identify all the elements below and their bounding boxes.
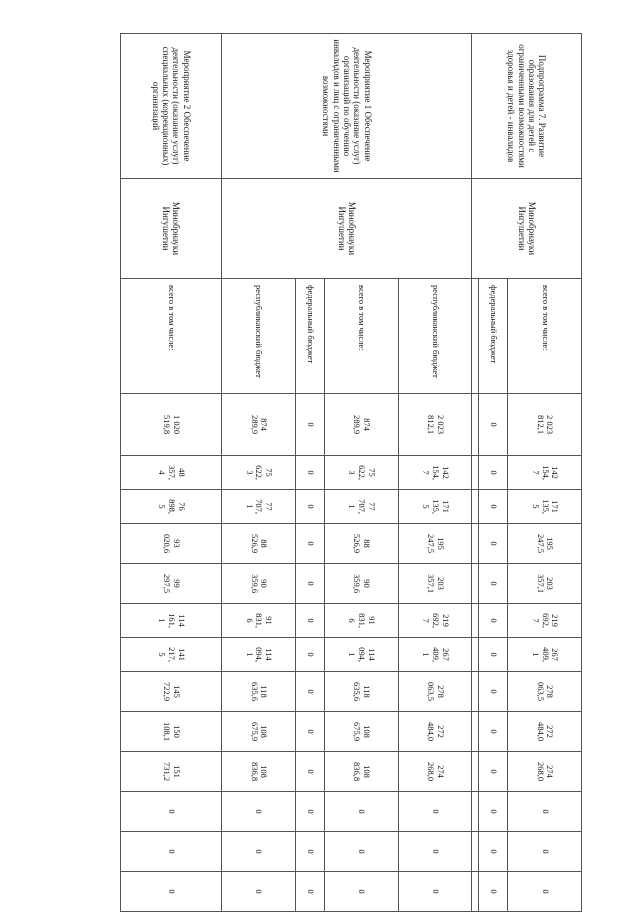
year-value: 274 268,0 — [398, 752, 472, 792]
funding-source: республиканский бюджет — [222, 279, 296, 394]
year-value: 267 409, 1 — [508, 638, 582, 672]
year-value: 0 — [295, 712, 324, 752]
year-value: 0 — [325, 792, 399, 832]
year-value: 0 — [295, 490, 324, 524]
year-value: 114 094, 1 — [222, 638, 296, 672]
year-value: 75 622, 3 — [222, 456, 296, 490]
funding-source: федеральный бюджет — [295, 279, 324, 394]
year-value — [472, 872, 479, 912]
year-value: 0 — [508, 872, 582, 912]
table-row — [398, 34, 472, 912]
year-value: 88 526,9 — [325, 524, 399, 564]
year-value: 171 135, 5 — [398, 490, 472, 524]
year-value: 0 — [479, 712, 508, 752]
year-value: 108 675,9 — [325, 712, 399, 752]
year-value: 151 731,2 — [121, 752, 222, 792]
year-value: 90 359,6 — [325, 564, 399, 604]
year-value: 0 — [222, 832, 296, 872]
year-value: 0 — [479, 832, 508, 872]
funding-source: всего в том числе: — [508, 279, 582, 394]
year-value: 274 268,0 — [508, 752, 582, 792]
budget-table — [120, 33, 582, 912]
activity-1-title: Мероприятие 1 Обеспечение деятельности (оказание услуг) организаций по обучению инвалидов и лиц с ограниченными возможностями — [222, 34, 472, 179]
year-value: 90 359,6 — [222, 564, 296, 604]
total-value: 874 289,9 — [222, 394, 296, 456]
year-value: 0 — [295, 638, 324, 672]
funding-source: всего в том числе: — [121, 279, 222, 394]
year-value — [472, 792, 479, 832]
rotated-budget-table — [120, 33, 582, 894]
year-value: 108 836,8 — [222, 752, 296, 792]
year-value: 75 622, 3 — [325, 456, 399, 490]
year-value: 0 — [295, 456, 324, 490]
year-value — [472, 456, 479, 490]
year-value: 219 692, 7 — [398, 604, 472, 638]
table-row — [121, 34, 222, 912]
funding-source: всего в том числе: — [325, 279, 399, 394]
year-value: 0 — [398, 832, 472, 872]
year-value: 0 — [479, 792, 508, 832]
subprogram-title: Подпрограмма 7. Развитие образования для детей с ограниченными возможностями здоровья и детей - инвалидов — [472, 34, 582, 179]
year-value — [472, 604, 479, 638]
activity-2-executor: Минобрнауки Ингушетии — [121, 179, 222, 279]
year-value: 0 — [479, 638, 508, 672]
year-value — [472, 564, 479, 604]
year-value: 118 635,6 — [222, 672, 296, 712]
year-value: 0 — [508, 792, 582, 832]
funding-source: федеральный бюджет — [479, 279, 508, 394]
year-value: 278 063,5 — [508, 672, 582, 712]
year-value: 91 831, 6 — [325, 604, 399, 638]
year-value: 0 — [479, 490, 508, 524]
year-value: 0 — [398, 792, 472, 832]
year-value: 0 — [222, 792, 296, 832]
year-value: 77 707, 1 — [325, 490, 399, 524]
total-value: 0 — [295, 394, 324, 456]
year-value: 0 — [121, 832, 222, 872]
year-value: 99 297,5 — [121, 564, 222, 604]
year-value: 195 247,5 — [398, 524, 472, 564]
year-value: 0 — [479, 456, 508, 490]
total-value — [472, 394, 479, 456]
year-value: 0 — [398, 872, 472, 912]
year-value — [472, 752, 479, 792]
subprogram-executor: Минобрнауки Ингушетии — [472, 179, 582, 279]
year-value: 195 247,5 — [508, 524, 582, 564]
year-value: 0 — [295, 752, 324, 792]
year-value: 0 — [479, 604, 508, 638]
year-value: 0 — [479, 672, 508, 712]
year-value: 0 — [479, 872, 508, 912]
year-value: 0 — [295, 604, 324, 638]
year-value: 108 836,8 — [325, 752, 399, 792]
year-value: 0 — [508, 832, 582, 872]
year-value: 0 — [479, 564, 508, 604]
year-value: 203 357,1 — [398, 564, 472, 604]
year-value: 272 484,0 — [508, 712, 582, 752]
total-value: 1 020 519,8 — [121, 394, 222, 456]
year-value — [472, 712, 479, 752]
year-value: 0 — [325, 872, 399, 912]
year-value — [472, 832, 479, 872]
year-value: 0 — [295, 872, 324, 912]
year-value: 48 357, 4 — [121, 456, 222, 490]
year-value: 0 — [121, 792, 222, 832]
total-value: 2 023 812,1 — [508, 394, 582, 456]
year-value: 0 — [479, 752, 508, 792]
total-value: 0 — [479, 394, 508, 456]
year-value: 0 — [295, 832, 324, 872]
year-value: 108 675,9 — [222, 712, 296, 752]
year-value: 0 — [479, 524, 508, 564]
year-value: 219 692, 7 — [508, 604, 582, 638]
year-value: 114 094, 1 — [325, 638, 399, 672]
total-value: 874 289,9 — [325, 394, 399, 456]
year-value: 142 154, 7 — [508, 456, 582, 490]
year-value — [472, 638, 479, 672]
year-value: 145 722,9 — [121, 672, 222, 712]
year-value — [472, 490, 479, 524]
year-value: 76 898, 5 — [121, 490, 222, 524]
year-value: 114 161, 1 — [121, 604, 222, 638]
year-value: 91 831, 6 — [222, 604, 296, 638]
table-row — [508, 34, 582, 912]
year-value: 0 — [325, 832, 399, 872]
year-value: 0 — [222, 872, 296, 912]
year-value: 0 — [121, 872, 222, 912]
funding-source — [472, 279, 479, 394]
year-value: 93 020,6 — [121, 524, 222, 564]
year-value: 203 357,1 — [508, 564, 582, 604]
year-value: 141 217, 5 — [121, 638, 222, 672]
year-value: 267 409, 1 — [398, 638, 472, 672]
year-value: 171 135, 5 — [508, 490, 582, 524]
year-value: 272 484,0 — [398, 712, 472, 752]
year-value: 150 108,1 — [121, 712, 222, 752]
year-value — [472, 524, 479, 564]
year-value: 0 — [295, 672, 324, 712]
total-value: 2 023 812,1 — [398, 394, 472, 456]
year-value: 0 — [295, 564, 324, 604]
year-value: 0 — [295, 524, 324, 564]
year-value: 88 526,9 — [222, 524, 296, 564]
year-value: 278 063,5 — [398, 672, 472, 712]
year-value: 142 154, 7 — [398, 456, 472, 490]
year-value: 118 635,6 — [325, 672, 399, 712]
year-value: 77 707, 1 — [222, 490, 296, 524]
activity-2-title: Мероприятие 2 Обеспечение деятельности (оказание услуг) специальных (коррекционных) организаций — [121, 34, 222, 179]
year-value: 0 — [295, 792, 324, 832]
funding-source: республиканский бюджет — [398, 279, 472, 394]
year-value — [472, 672, 479, 712]
activity-1-executor: Минобрнауки Ингушетии — [222, 179, 472, 279]
